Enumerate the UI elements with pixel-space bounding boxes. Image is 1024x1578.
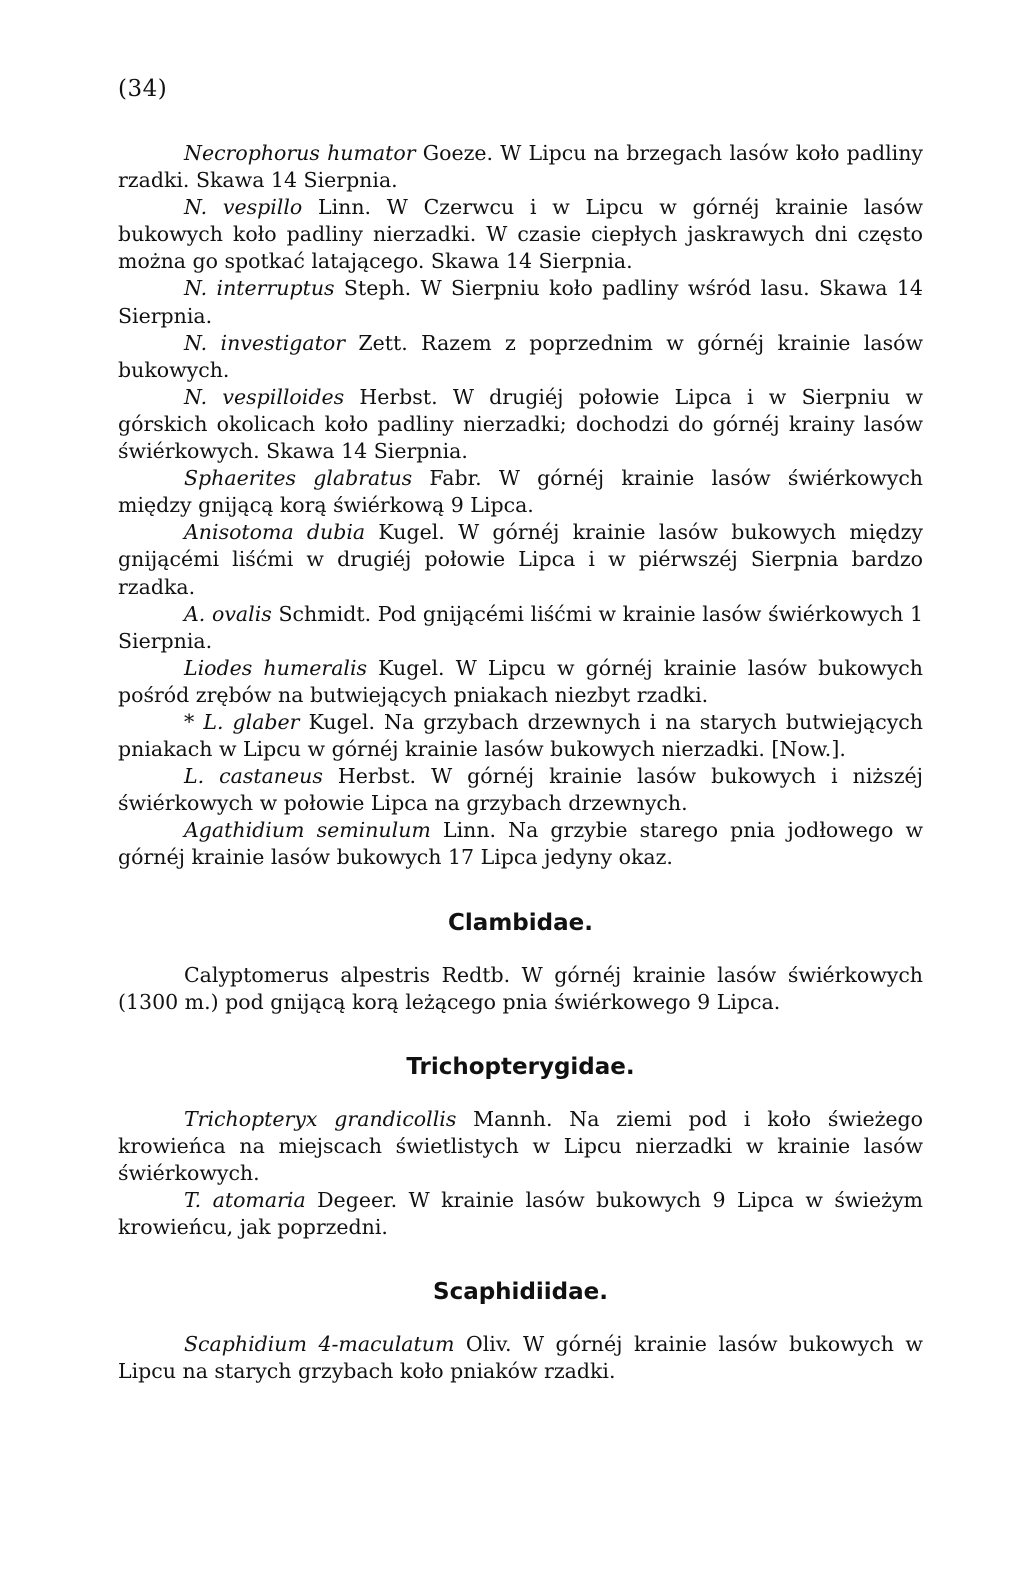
species-text: Herbst. W drugiéj połowie Lipca i w Sierpniu w górskich okolicach koło padliny nierzadki; dochodzi do górnéj krainy lasów świérkowych. Skawa 14 Sierpnia. <box>118 384 923 464</box>
species-entry <box>118 330 923 384</box>
species-name: Anisotoma dubia <box>184 520 366 545</box>
species-text: Kugel. Na grzybach drzewnych i na starych butwiejących pniakach w Lipcu w górnéj krainie lasów bukowych nierzadki. [Now.]. <box>118 709 923 762</box>
species-name: Liodes humeralis <box>184 655 368 680</box>
new-record-marker: * <box>184 709 204 734</box>
species-name: Agathidium seminulum <box>184 818 431 843</box>
species-text: Linn. Na grzybie starego pnia jodłowego w górnéj krainie lasów bukowych 17 Lipca jedyny okaz. <box>118 818 923 870</box>
species-name: L. glaber <box>203 709 300 734</box>
species-name: Necrophorus humator <box>184 141 416 165</box>
species-text: Redtb. W górnéj krainie lasów świérkowych (1300 m.) pod gnijącą korą leżącego pnia świérkowego 9 Lipca. <box>118 962 924 1014</box>
species-entry <box>118 601 923 655</box>
species-entry <box>118 465 923 519</box>
species-text: Zett. Razem z poprzednim w górnéj krainie lasów bukowych. <box>118 330 923 382</box>
species-entry <box>118 275 923 329</box>
species-text: Steph. W Sierpniu koło padliny wśród lasu. Skawa 14 Sierpnia. <box>118 276 923 328</box>
species-text: Schmidt. Pod gnijącémi liśćmi w krainie lasów świérkowych 1 Sierpnia. <box>118 601 923 653</box>
document-page <box>118 76 923 1385</box>
species-name: N. investigator <box>184 330 346 355</box>
species-entry <box>118 140 923 194</box>
species-name: Trichopteryx grandicollis <box>184 1106 457 1131</box>
species-name: N. vespilloides <box>184 384 345 409</box>
species-text: Herbst. W górnéj krainie lasów bukowych i niższéj świérkowych w połowie Lipca na grzybach drzewnych. <box>118 764 923 816</box>
species-entry <box>118 709 923 763</box>
species-name: Calyptomerus alpestris <box>184 962 431 987</box>
species-text: Mannh. Na ziemi pod i koło świeżego krowieńca na miejscach świetlistych w Lipcu nierzadki w krainie lasów świérkowych. <box>118 1106 923 1185</box>
species-entry <box>118 519 923 600</box>
species-entry <box>118 1106 923 1187</box>
species-text: Kugel. W Lipcu w górnéj krainie lasów bukowych pośród zrębów na butwiejących pniakach niezbyt rzadki. <box>118 655 923 707</box>
species-entry <box>118 194 923 275</box>
page-number: (34) <box>118 76 168 102</box>
species-name: Scaphidium 4-maculatum <box>184 1332 455 1357</box>
species-name: N. interruptus <box>184 276 335 301</box>
family-heading-scaphidiidae: Scaphidiidae. <box>433 1279 608 1306</box>
species-name: A. ovalis <box>184 601 272 626</box>
species-entry <box>118 763 923 817</box>
species-entry <box>118 962 923 1016</box>
species-entry <box>118 1187 923 1241</box>
species-name: Sphaerites glabratus <box>184 466 413 491</box>
species-name: L. castaneus <box>184 764 323 789</box>
family-heading-trichopterygidae: Trichopterygidae. <box>406 1053 635 1080</box>
species-text: Degeer. W krainie lasów bukowych 9 Lipca w świeżym krowieńcu, jak poprzedni. <box>118 1188 923 1240</box>
species-text: Oliv. W górnéj krainie lasów bukowych w Lipcu na starych grzybach koło pniaków rzadki. <box>118 1332 923 1384</box>
species-entry <box>118 1331 923 1385</box>
species-entry <box>118 817 923 871</box>
species-text: Kugel. W górnéj krainie lasów bukowych między gnijącémi liśćmi w drugiéj połowie Lipca i w piérwszéj Sierpnia bardzo rzadka. <box>118 520 923 599</box>
species-entry <box>118 655 923 709</box>
species-text: Fabr. W górnéj krainie lasów świérkowych między gnijącą korą świérkową 9 Lipca. <box>118 466 923 518</box>
species-entry <box>118 384 923 465</box>
species-name: N. vespillo <box>184 195 303 220</box>
family-heading-clambidae: Clambidae. <box>448 909 593 936</box>
species-text: Goeze. W Lipcu na brzegach lasów koło padliny rzadki. Skawa 14 Sierpnia. <box>118 141 923 193</box>
species-text: Linn. W Czerwcu i w Lipcu w górnéj krainie lasów bukowych koło padliny nierzadki. W czasie ciepłych jaskrawych dni często można go spotkać latającego. Skawa 14 Sierpnia. <box>118 195 924 274</box>
species-name: T. atomaria <box>184 1188 306 1212</box>
